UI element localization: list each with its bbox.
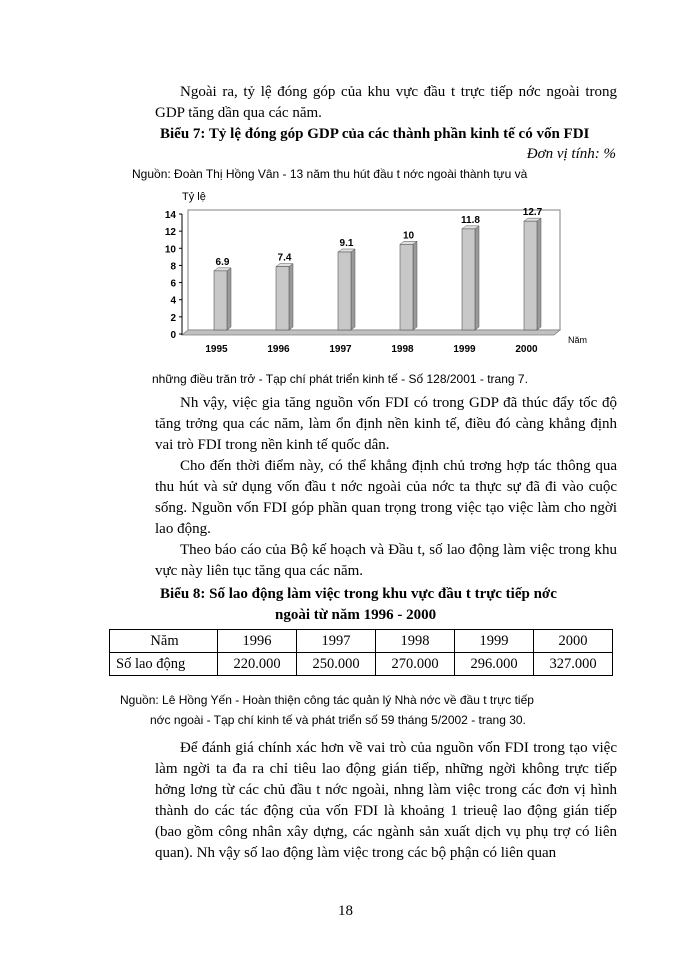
bar-side [351, 249, 355, 330]
bar [524, 221, 537, 330]
x-tick-label: 1995 [205, 344, 228, 355]
table-year-cell: 1999 [455, 630, 534, 653]
paragraph-fdi-gdp-share: Ngoài ra, tỷ lệ đóng góp của khu vực đầu t trực tiếp nớc ngoài trong GDP tăng dần qua các năm. [155, 84, 617, 121]
gdp-share-bar-chart [160, 190, 620, 370]
bar [400, 244, 413, 330]
y-tick-label: 6 [170, 278, 176, 290]
table-value-cell: 327.000 [534, 653, 613, 676]
x-tick-label: 1999 [453, 344, 476, 355]
table-value-cell: 270.000 [376, 653, 455, 676]
x-tick-label: 1997 [329, 344, 352, 355]
table-year-cell: 1996 [218, 630, 297, 653]
x-tick-label: 1998 [391, 344, 414, 355]
bar-side [475, 226, 479, 330]
bar-side [289, 264, 293, 330]
table-header-row [110, 630, 613, 653]
bar [276, 267, 289, 330]
bar-side [413, 241, 417, 330]
bar-value-label: 9.1 [339, 238, 354, 249]
table-row [110, 653, 613, 676]
bar [338, 252, 351, 330]
paragraph-fdi-jobs: Cho đến thời điểm này, có thể khẳng định chủ trơng hợp tác thông qua thu hút và sử dụng vốn đầu t nớc ngoài của nớc ta thực sự đã đi vào cuộc sống. Nguồn vốn FDI góp phần quan trọng trong việc tạo việc làm cho ngời lao động. [155, 458, 617, 537]
table-caption-line1: Biểu 8: Số lao động làm việc trong khu vực đầu t trực tiếp nớc [160, 586, 557, 602]
unit-label: Đơn vị tính: % [526, 146, 616, 162]
bar-value-label: 6.9 [215, 256, 230, 268]
table-value-cell: 220.000 [218, 653, 297, 676]
page-number: 18 [338, 903, 353, 919]
y-tick-label: 0 [170, 330, 176, 341]
y-tick-label: 4 [170, 295, 176, 307]
bar-value-label: 11.8 [461, 214, 480, 226]
chart-caption: Biểu 7: Tỷ lệ đóng góp GDP của các thành phần kinh tế có vốn FDI [160, 126, 590, 142]
bar [214, 271, 227, 330]
y-axis-label: Tỷ lệ [182, 191, 206, 203]
chart-floor [182, 330, 560, 335]
y-tick-label: 2 [170, 312, 176, 324]
table-source-line2: nớc ngoài - Tạp chí kinh tế và phát triển số 59 tháng 5/2002 - trang 30. [150, 713, 526, 727]
paragraph-labor-report: Theo báo cáo của Bộ kế hoạch và Đầu t, số lao động làm việc trong khu vực này liên tục tăng qua các năm. [155, 542, 617, 579]
bar-side [227, 268, 231, 330]
table-year-cell: 1998 [376, 630, 455, 653]
table-value-cell: 296.000 [455, 653, 534, 676]
x-tick-label: 2000 [515, 344, 538, 355]
table-header-label: Năm [110, 630, 218, 653]
bar [462, 229, 475, 330]
chart-source-top: Nguồn: Đoàn Thị Hồng Vân - 13 năm thu hút đầu t nớc ngoài thành tựu và [132, 167, 528, 181]
chart-source-bottom: những điều trăn trở - Tạp chí phát triển kinh tế - Số 128/2001 - trang 7. [152, 372, 528, 386]
paragraph-fdi-growth: Nh vậy, việc gia tăng nguồn vốn FDI có trong GDP đã thúc đẩy tốc độ tăng trởng qua các năm, làm ổn định nền kinh tế, điều đó càng khẳng định vai trò FDI trong nền kinh tế quốc dân. [155, 395, 617, 453]
plot-area [188, 210, 560, 330]
table-row-label: Số lao động [110, 653, 218, 676]
table-year-cell: 2000 [534, 630, 613, 653]
bar-value-label: 7.4 [277, 252, 292, 264]
y-tick-label: 12 [164, 227, 176, 239]
table-caption-line2: ngoài từ năm 1996 - 2000 [275, 607, 437, 623]
y-tick-label: 8 [170, 261, 176, 273]
bar-value-label: 10 [402, 230, 415, 242]
bar-side [537, 218, 541, 330]
labor-table [109, 629, 613, 676]
paragraph-indirect-labor: Để đánh giá chính xác hơn về vai trò của nguồn vốn FDI trong tạo việc làm ngời ta đa ra chỉ tiêu lao động gián tiếp, những ngời không trực tiếp hởng lơng từ các chủ đầu t nớc ngoài, nhng làm việc trong các đơn vị hình thành do các tác động của vốn FDI là khoảng 1 trieuệ lao động gián tiếp (bao gồm công nhân xây dựng, các ngành sản xuất dịch vụ phụ trợ có liên quan). Nh vậy số lao động làm việc trong các bộ phận có liên quan [155, 740, 617, 861]
bar-value-label: 12.7 [522, 207, 543, 219]
x-axis-label: Năm [568, 335, 588, 345]
table-value-cell: 250.000 [297, 653, 376, 676]
table-source-line1: Nguồn: Lê Hồng Yến - Hoàn thiện công tác quản lý Nhà nớc về đầu t trực tiếp [120, 693, 534, 707]
y-tick-label: 14 [164, 210, 176, 221]
table-year-cell: 1997 [297, 630, 376, 653]
y-tick-label: 10 [164, 244, 176, 256]
x-tick-label: 1996 [267, 344, 290, 355]
